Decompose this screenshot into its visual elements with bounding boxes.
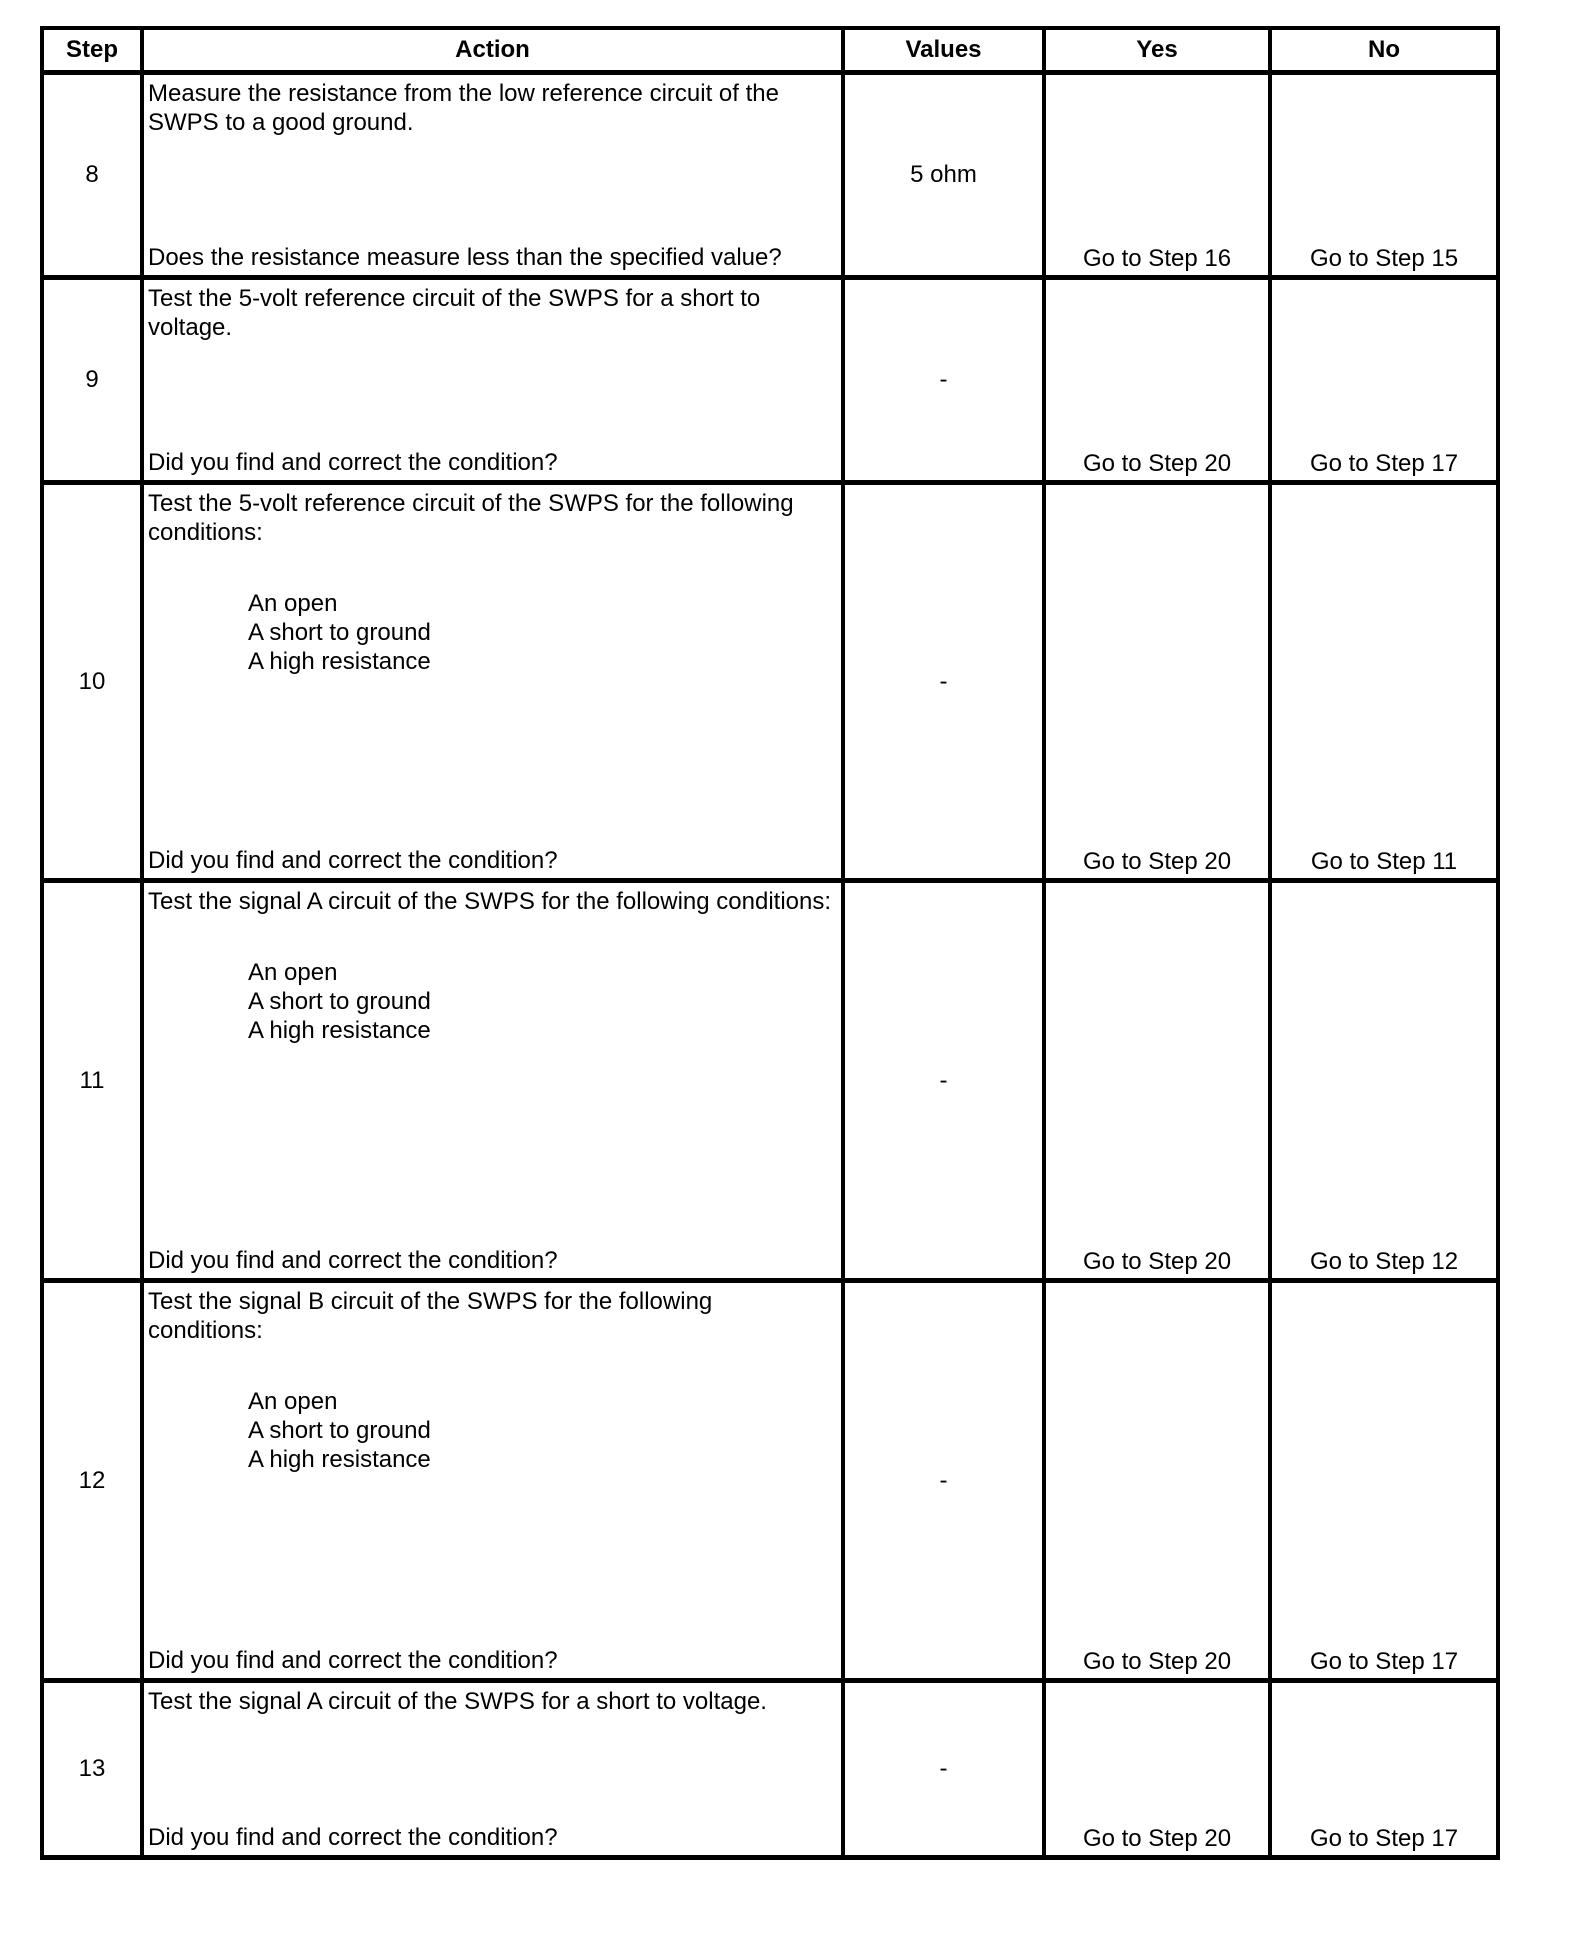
table-row — [42, 73, 1498, 278]
header-no: No — [1270, 28, 1498, 73]
no-link[interactable]: Go to Step 17 — [1270, 1681, 1498, 1858]
action-cell — [142, 483, 843, 881]
action-cell — [142, 73, 843, 278]
step-number: 10 — [42, 483, 142, 881]
no-link[interactable]: Go to Step 17 — [1270, 1281, 1498, 1681]
action-question: Did you find and correct the condition? — [148, 1824, 558, 1851]
condition-item: An open — [248, 590, 338, 617]
action-instruction: Test the 5-volt reference circuit of the SWPS for the following conditions: — [148, 490, 794, 546]
no-link[interactable]: Go to Step 12 — [1270, 881, 1498, 1281]
table-row — [42, 1281, 1498, 1681]
condition-item: An open — [248, 959, 338, 986]
header-yes: Yes — [1044, 28, 1270, 73]
condition-item: A short to ground — [248, 1417, 431, 1444]
table-header-row — [42, 28, 1498, 73]
yes-link[interactable]: Go to Step 20 — [1044, 881, 1270, 1281]
header-values: Values — [843, 28, 1044, 73]
action-question: Did you find and correct the condition? — [148, 1247, 558, 1274]
step-number: 13 — [42, 1681, 142, 1858]
condition-item: A short to ground — [248, 619, 431, 646]
action-question: Did you find and correct the condition? — [148, 1647, 558, 1674]
values-cell: - — [843, 278, 1044, 483]
table-row — [42, 1681, 1498, 1858]
table-row — [42, 483, 1498, 881]
table-row — [42, 881, 1498, 1281]
yes-link[interactable]: Go to Step 20 — [1044, 278, 1270, 483]
yes-link[interactable]: Go to Step 20 — [1044, 1281, 1270, 1681]
header-step: Step — [42, 28, 142, 73]
action-instruction: Measure the resistance from the low reference circuit of the SWPS to a good ground. — [148, 80, 779, 136]
action-instruction: Test the 5-volt reference circuit of the SWPS for a short to voltage. — [148, 285, 761, 341]
values-cell: - — [843, 881, 1044, 1281]
values-cell: - — [843, 1281, 1044, 1681]
condition-item: A high resistance — [248, 1446, 431, 1473]
header-action: Action — [142, 28, 843, 73]
condition-item: A high resistance — [248, 1017, 431, 1044]
no-link[interactable]: Go to Step 17 — [1270, 278, 1498, 483]
values-cell: 5 ohm — [843, 73, 1044, 278]
values-cell: - — [843, 483, 1044, 881]
action-cell — [142, 1281, 843, 1681]
action-question: Does the resistance measure less than the specified value? — [148, 244, 782, 271]
action-instruction: Test the signal B circuit of the SWPS for the following conditions: — [148, 1288, 713, 1344]
yes-link[interactable]: Go to Step 16 — [1044, 73, 1270, 278]
diagnostic-table-sheet — [40, 26, 1496, 1860]
diagnostic-steps-table — [40, 26, 1500, 1860]
action-cell — [142, 881, 843, 1281]
conditions-list — [148, 1387, 833, 1474]
action-cell — [142, 278, 843, 483]
table-row — [42, 278, 1498, 483]
action-question: Did you find and correct the condition? — [148, 847, 558, 874]
yes-link[interactable]: Go to Step 20 — [1044, 1681, 1270, 1858]
yes-link[interactable]: Go to Step 20 — [1044, 483, 1270, 881]
action-question: Did you find and correct the condition? — [148, 449, 558, 476]
condition-item: A short to ground — [248, 988, 431, 1015]
values-cell: - — [843, 1681, 1044, 1858]
step-number: 8 — [42, 73, 142, 278]
step-number: 9 — [42, 278, 142, 483]
conditions-list — [148, 589, 833, 676]
action-instruction: Test the signal A circuit of the SWPS for a short to voltage. — [148, 1688, 767, 1715]
step-number: 12 — [42, 1281, 142, 1681]
action-instruction: Test the signal A circuit of the SWPS for the following conditions: — [148, 888, 832, 915]
condition-item: An open — [248, 1388, 338, 1415]
conditions-list — [148, 958, 833, 1045]
no-link[interactable]: Go to Step 15 — [1270, 73, 1498, 278]
step-number: 11 — [42, 881, 142, 1281]
condition-item: A high resistance — [248, 648, 431, 675]
action-cell — [142, 1681, 843, 1858]
no-link[interactable]: Go to Step 11 — [1270, 483, 1498, 881]
